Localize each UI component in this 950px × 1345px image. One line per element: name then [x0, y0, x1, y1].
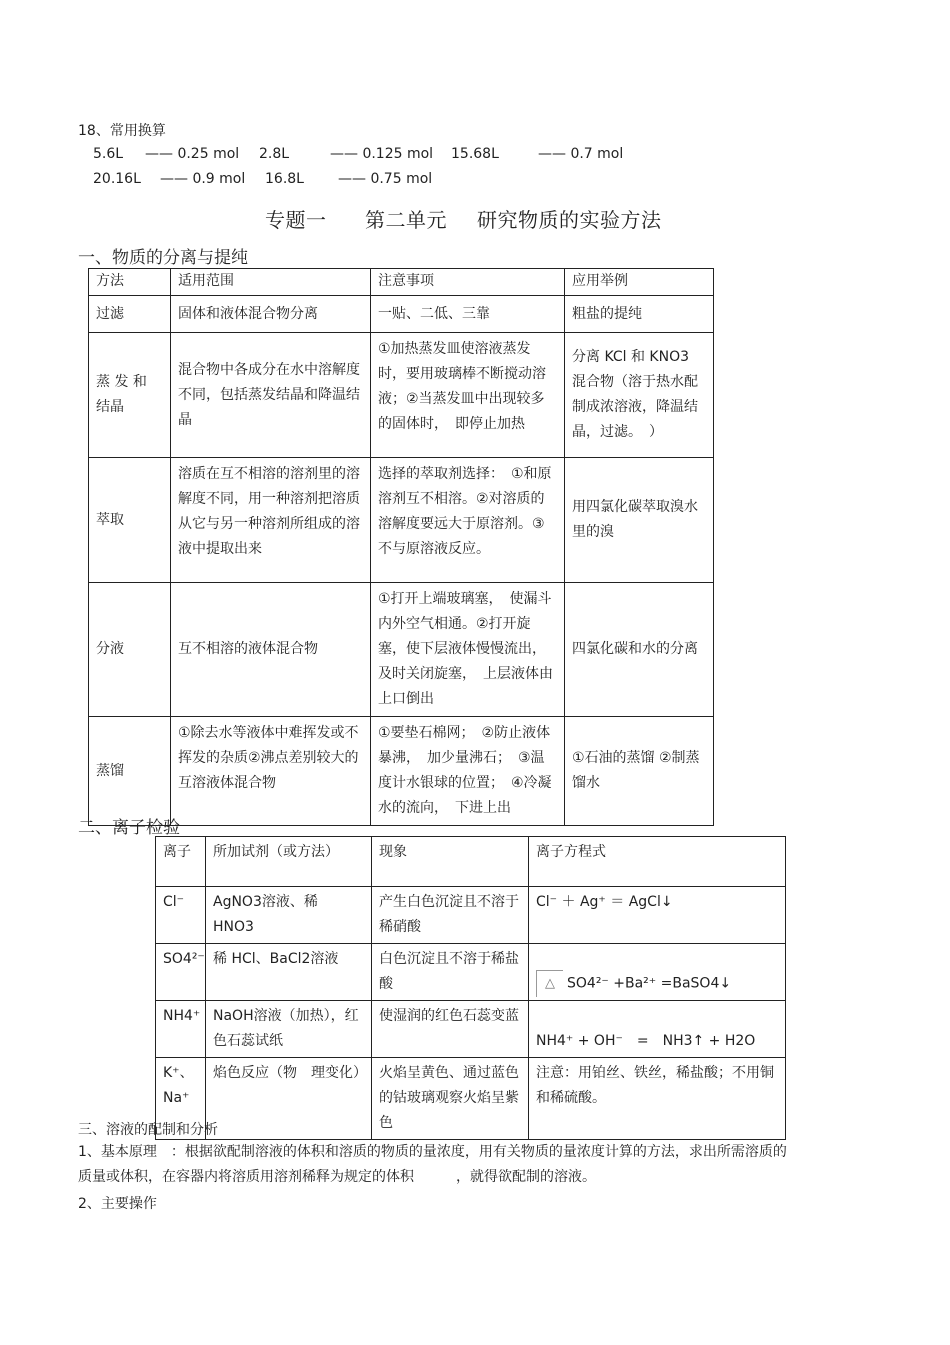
example-cell: 粗盐的提纯 [565, 296, 714, 333]
notes-cell: ①打开上端玻璃塞， 使漏斗内外空气相通。②打开旋塞，使下层液体慢慢流出，及时关闭旋塞， 上层液体由上口倒出 [371, 583, 565, 717]
table-header: 注意事项 [371, 269, 565, 296]
conversion-moles: —— 0.25 mol [145, 146, 240, 162]
ion-cell: Cl⁻ [156, 887, 206, 944]
page-title-topic: 专题一 [265, 208, 327, 232]
example-cell: 用四氯化碳萃取溴水里的溴 [565, 458, 714, 583]
phenomenon-cell: 产生白色沉淀且不溶于稀硝酸 [372, 887, 529, 944]
conversion-volume: 5.6L [93, 146, 124, 162]
ion-cell: NH4⁺ [156, 1001, 206, 1058]
conversion-volume: 15.68L [451, 146, 499, 162]
equation-cell: NH4⁺ + OH⁻ = NH3↑ + H2O [529, 1001, 786, 1058]
conversion-volume: 2.8L [259, 146, 290, 162]
reagent-cell: AgNO3溶液、稀 HNO3 [206, 887, 372, 944]
method-cell: 过滤 [89, 296, 171, 333]
section-heading: 一、物质的分离与提纯 [78, 248, 248, 268]
heat-triangle-icon: △ [536, 970, 563, 997]
equation-text: SO4²⁻ +Ba²⁺ =BaSO4↓ [567, 975, 732, 992]
equation-cell [529, 944, 786, 1001]
reagent-cell: NaOH溶液（加热），红色石蕊试纸 [206, 1001, 372, 1058]
separation-table [88, 268, 714, 826]
reagent-cell: 稀 HCl、BaCl2溶液 [206, 944, 372, 1001]
scope-cell: 混合物中各成分在水中溶解度不同，包括蒸发结晶和降温结晶 [171, 333, 371, 458]
scope-cell: ①除去水等液体中难挥发或不挥发的杂质②沸点差别较大的互溶液体混合物 [171, 717, 371, 826]
table-header: 离子 [156, 837, 206, 887]
ion-cell: SO4²⁻ [156, 944, 206, 1001]
phenomenon-cell: 火焰呈黄色、通过蓝色的钴玻璃观察火焰呈紫色 [372, 1058, 529, 1140]
conversion-moles: —— 0.125 mol [330, 146, 434, 162]
phenomenon-cell: 使湿润的红色石蕊变蓝 [372, 1001, 529, 1058]
conversion-moles: —— 0.9 mol [160, 171, 246, 187]
method-cell: 萃取 [89, 458, 171, 583]
example-cell: 分离 KCl 和 KNO3 混合物（溶于热水配制成浓溶液，降温结晶，过滤。 ） [565, 333, 714, 458]
equation-cell: 注意：用铂丝、铁丝，稀盐酸；不用铜和稀硫酸。 [529, 1058, 786, 1140]
table-header: 现象 [372, 837, 529, 887]
operation-heading: 2、主要操作 [78, 1196, 157, 1212]
table-header: 离子方程式 [529, 837, 786, 887]
reagent-cell: 焰色反应（物 理变化） [206, 1058, 372, 1140]
conversion-volume: 20.16L [93, 171, 141, 187]
example-cell: ①石油的蒸馏 ②制蒸馏水 [565, 717, 714, 826]
method-cell: 蒸馏 [89, 717, 171, 826]
scope-cell: 固体和液体混合物分离 [171, 296, 371, 333]
phenomenon-cell: 白色沉淀且不溶于稀盐酸 [372, 944, 529, 1001]
table-header: 应用举例 [565, 269, 714, 296]
method-cell: 蒸 发 和 结晶 [89, 333, 171, 458]
scope-cell: 互不相溶的液体混合物 [171, 583, 371, 717]
conversion-moles: —— 0.7 mol [538, 146, 624, 162]
conversion-volume: 16.8L [265, 171, 304, 187]
scope-cell: 溶质在互不相溶的溶剂里的溶解度不同，用一种溶剂把溶质从它与另一种溶剂所组成的溶液中提取出来 [171, 458, 371, 583]
example-cell: 四氯化碳和水的分离 [565, 583, 714, 717]
method-cell: 分液 [89, 583, 171, 717]
page-title-subject: 研究物质的实验方法 [477, 208, 662, 232]
section-heading: 三、溶液的配制和分析 [78, 1122, 218, 1138]
equation-cell: Cl⁻ ＋ Ag⁺ ＝ AgCl↓ [529, 887, 786, 944]
table-header: 方法 [89, 269, 171, 296]
notes-cell: ①要垫石棉网； ②防止液体暴沸， 加少量沸石； ③温度计水银球的位置； ④冷凝水的流向， 下进上出 [371, 717, 565, 826]
notes-cell: 一贴、二低、三靠 [371, 296, 565, 333]
notes-cell: 选择的萃取剂选择： ①和原溶剂互不相溶。②对溶质的溶解度要远大于原溶剂。③不与原溶液反应。 [371, 458, 565, 583]
notes-cell: ①加热蒸发皿使溶液蒸发时，要用玻璃棒不断搅动溶液；②当蒸发皿中出现较多的固体时， 即停止加热 [371, 333, 565, 458]
conversion-moles: —— 0.75 mol [338, 171, 433, 187]
principle-paragraph: 1、基本原理 ：根据欲配制溶液的体积和溶质的物质的量浓度，用有关物质的量浓度计算的方法，求出所需溶质的质量或体积，在容器内将溶质用溶剂稀释为规定的体积 ，就得欲配制的溶液。 [78, 1144, 787, 1185]
table-header: 所加试剂（或方法） [206, 837, 372, 887]
ion-cell: K⁺、Na⁺ [156, 1058, 206, 1140]
page-title-unit: 第二单元 [365, 208, 447, 232]
table-header: 适用范围 [171, 269, 371, 296]
section-heading: 二、离子检验 [78, 818, 180, 838]
ion-test-table [155, 836, 786, 1140]
conversions-heading: 18、常用换算 [78, 123, 166, 139]
